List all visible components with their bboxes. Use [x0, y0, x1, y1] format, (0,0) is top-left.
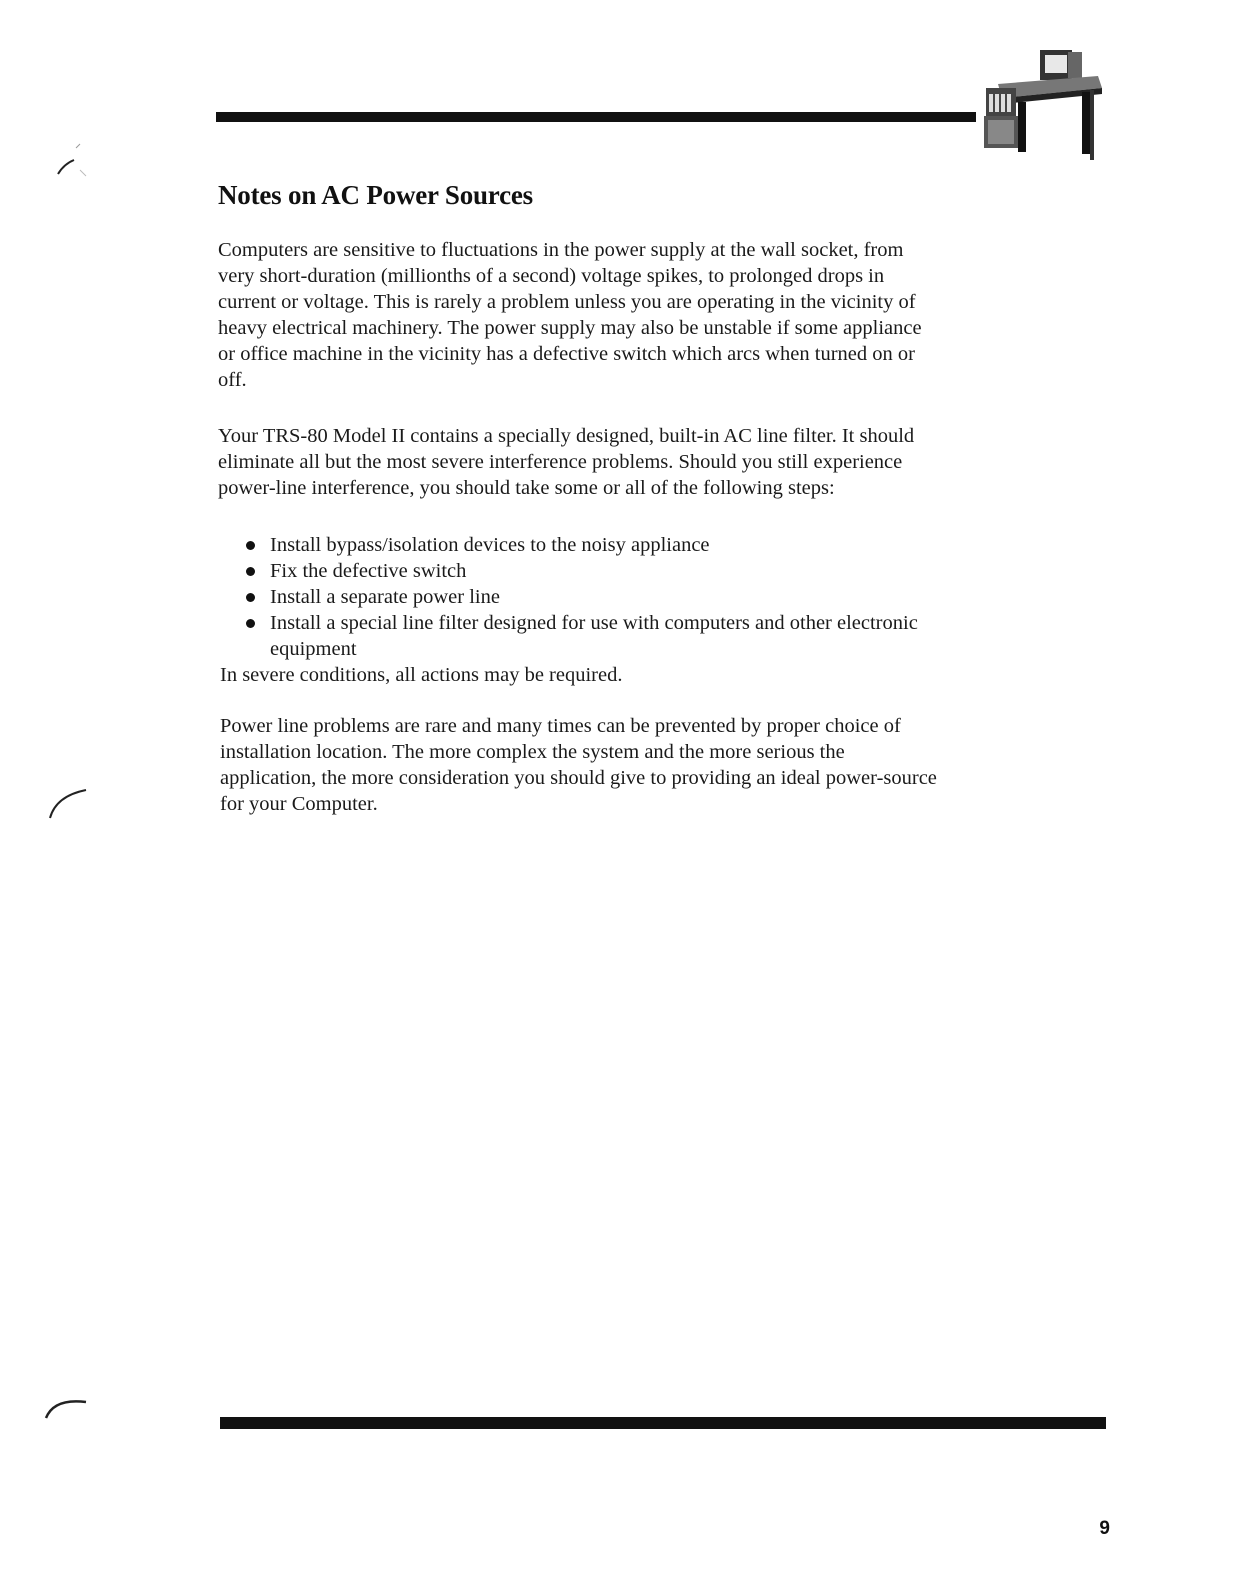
list-item-text: Install bypass/isolation devices to the noisy appliance: [270, 534, 710, 556]
bullet-icon: [246, 593, 255, 602]
page-title: Notes on AC Power Sources: [218, 180, 533, 210]
list-item-text: Install a separate power line: [270, 586, 500, 608]
list-item: [244, 610, 934, 662]
intro-paragraph: Computers are sensitive to fluctuations in the power supply at the wall socket, from very short-duration (millionths of a second) voltage spikes, to prolonged drops in current or voltage. This is rarely a problem unless you are operating in the vicinity of heavy electrical machinery. The power supply may also be unstable if some appliance or office machine in the vicinity has a defective switch which arcs when turned on or off.: [218, 239, 922, 391]
scan-artifact-icon: [42, 1390, 92, 1420]
filter-paragraph: Your TRS-80 Model II contains a specially designed, built-in AC line filter. It should eliminate all but the most severe interference problems. Should you still experience power-line interference, you should take some or all of the following steps:: [218, 425, 915, 499]
list-item: [244, 532, 934, 558]
bullet-icon: [246, 541, 255, 550]
list-item-text: Install a special line filter designed for use with computers and other electronic equipment: [270, 612, 918, 660]
list-item: [244, 558, 934, 584]
scan-artifact-icon: [46, 774, 96, 824]
steps-list: [244, 532, 934, 662]
list-item: [244, 584, 934, 610]
bullet-icon: [246, 619, 255, 628]
list-item-text: Fix the defective switch: [270, 560, 467, 582]
bullet-icon: [246, 567, 255, 576]
closing-paragraph: Power line problems are rare and many times can be prevented by proper choice of installation location. The more complex the system and the more serious the application, the more consideration you should give to providing an ideal power-source for your Computer.: [220, 715, 937, 815]
severe-conditions-paragraph: In severe conditions, all actions may be required.: [220, 664, 623, 686]
header-rule: [216, 112, 976, 122]
computer-desk-icon: [978, 46, 1106, 164]
page-number: 9: [1099, 1518, 1110, 1539]
footer-rule: [220, 1417, 1106, 1429]
scan-artifact-icon: [52, 136, 92, 186]
